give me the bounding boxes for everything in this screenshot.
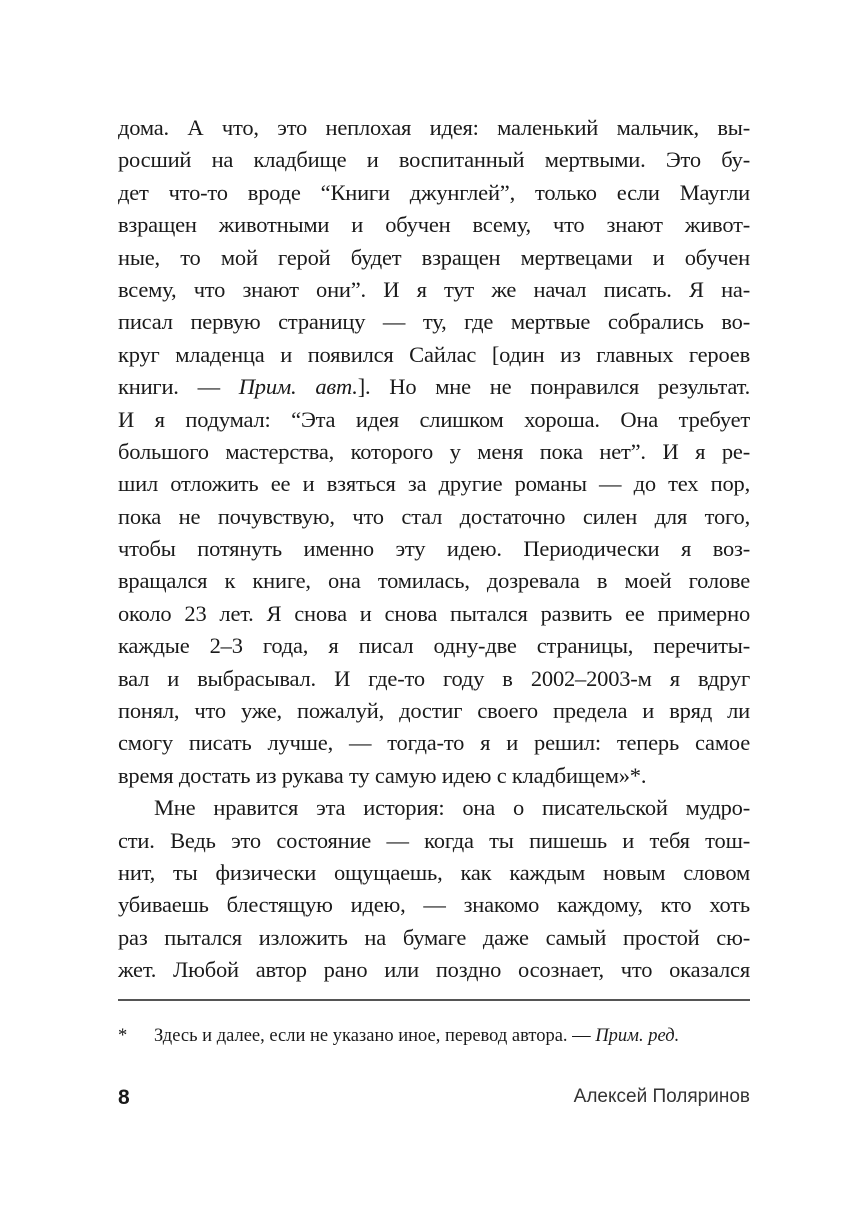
text-segment: росший на кладбище и воспитанный мертвыми. Это бу- <box>118 147 750 173</box>
text-line <box>118 695 750 727</box>
text-segment: писал первую страницу — ту, где мертвые собрались во- <box>118 309 750 335</box>
text-line <box>118 242 750 274</box>
text-segment: чтобы потянуть именно эту идею. Периодически я воз- <box>118 536 750 562</box>
text-segment: книги. — <box>118 374 239 400</box>
text-segment: жет. Любой автор рано или поздно осознает, что оказался <box>118 957 750 983</box>
text-line <box>118 954 750 986</box>
footnote-mark: * <box>118 1026 128 1046</box>
text-segment: шил отложить ее и взяться за другие романы — до тех пор, <box>118 471 750 497</box>
text-line <box>118 889 750 921</box>
text-segment: дет что-то вроде “Книги джунглей”, только если Маугли <box>118 179 750 205</box>
text-segment: круг младенца и появился Сайлас [один из главных героев <box>118 341 750 367</box>
footnote-text: Здесь и далее, если не указано иное, перевод автора. — <box>154 1026 596 1046</box>
text-line <box>118 274 750 306</box>
text-line <box>118 339 750 371</box>
text-segment: убиваешь блестящую идею, — знакомо каждому, кто хоть <box>118 892 750 918</box>
text-line <box>118 630 750 662</box>
text-line <box>118 501 750 533</box>
text-line <box>118 371 750 403</box>
text-segment: вал и выбрасывал. И где-то году в 2002–2003-м я вдруг <box>118 665 750 691</box>
text-line <box>118 144 750 176</box>
text-line <box>118 468 750 500</box>
text-segment: пока не почувствую, что стал достаточно силен для того, <box>118 503 750 529</box>
text-line <box>118 112 750 144</box>
text-line <box>118 825 750 857</box>
text-segment: понял, что уже, пожалуй, достиг своего предела и вряд ли <box>118 698 750 724</box>
text-line <box>118 727 750 759</box>
text-segment: время достать из рукава ту самую идею с кладбищем»*. <box>118 762 647 788</box>
body-text <box>118 112 750 987</box>
text-line <box>118 565 750 597</box>
text-line <box>118 436 750 468</box>
text-segment: И я подумал: “Эта идея слишком хороша. Она требует <box>118 406 750 432</box>
text-segment: сти. Ведь это состояние — когда ты пишешь и тебя тош- <box>118 827 750 853</box>
running-footer-author: Алексей Поляринов <box>573 1086 750 1107</box>
text-segment: нит, ты физически ощущаешь, как каждым новым словом <box>118 859 750 885</box>
footnote <box>118 1026 750 1047</box>
text-line <box>118 209 750 241</box>
text-segment: большого мастерства, которого у меня пока нет”. И я ре- <box>118 438 750 464</box>
page-footer <box>118 1086 750 1112</box>
footnote-divider <box>118 999 750 1001</box>
text-line <box>118 177 750 209</box>
footnote-note: Прим. ред. <box>595 1026 680 1046</box>
text-line <box>118 663 750 695</box>
text-line <box>118 922 750 954</box>
text-line <box>118 306 750 338</box>
text-line <box>118 857 750 889</box>
page-number: 8 <box>118 1086 130 1109</box>
text-segment: взращен животными и обучен всему, что знают живот- <box>118 212 750 238</box>
text-segment: ]. Но мне не понравился результат. <box>357 374 751 400</box>
text-segment: около 23 лет. Я снова и снова пытался развить ее примерно <box>118 600 750 626</box>
italic-note: Прим. авт. <box>238 374 358 400</box>
text-line <box>118 533 750 565</box>
text-line <box>118 792 750 824</box>
text-segment: дома. А что, это неплохая идея: маленький мальчик, вы- <box>118 115 750 140</box>
text-segment: ные, то мой герой будет взращен мертвецами и обучен <box>118 244 750 270</box>
text-segment: Мне нравится эта история: она о писательской мудро- <box>154 795 750 821</box>
text-segment: всему, что знают они”. И я тут же начал писать. Я на- <box>118 276 750 302</box>
text-segment: раз пытался изложить на бумаге даже самый простой сю- <box>118 924 750 950</box>
text-segment: вращался к книге, она томилась, дозревала в моей голове <box>118 568 750 594</box>
text-line <box>118 404 750 436</box>
text-segment: смогу писать лучше, — тогда-то я и решил: теперь самое <box>118 730 750 756</box>
text-line <box>118 760 750 792</box>
text-line <box>118 598 750 630</box>
text-segment: каждые 2–3 года, я писал одну-две страницы, перечиты- <box>118 633 750 659</box>
